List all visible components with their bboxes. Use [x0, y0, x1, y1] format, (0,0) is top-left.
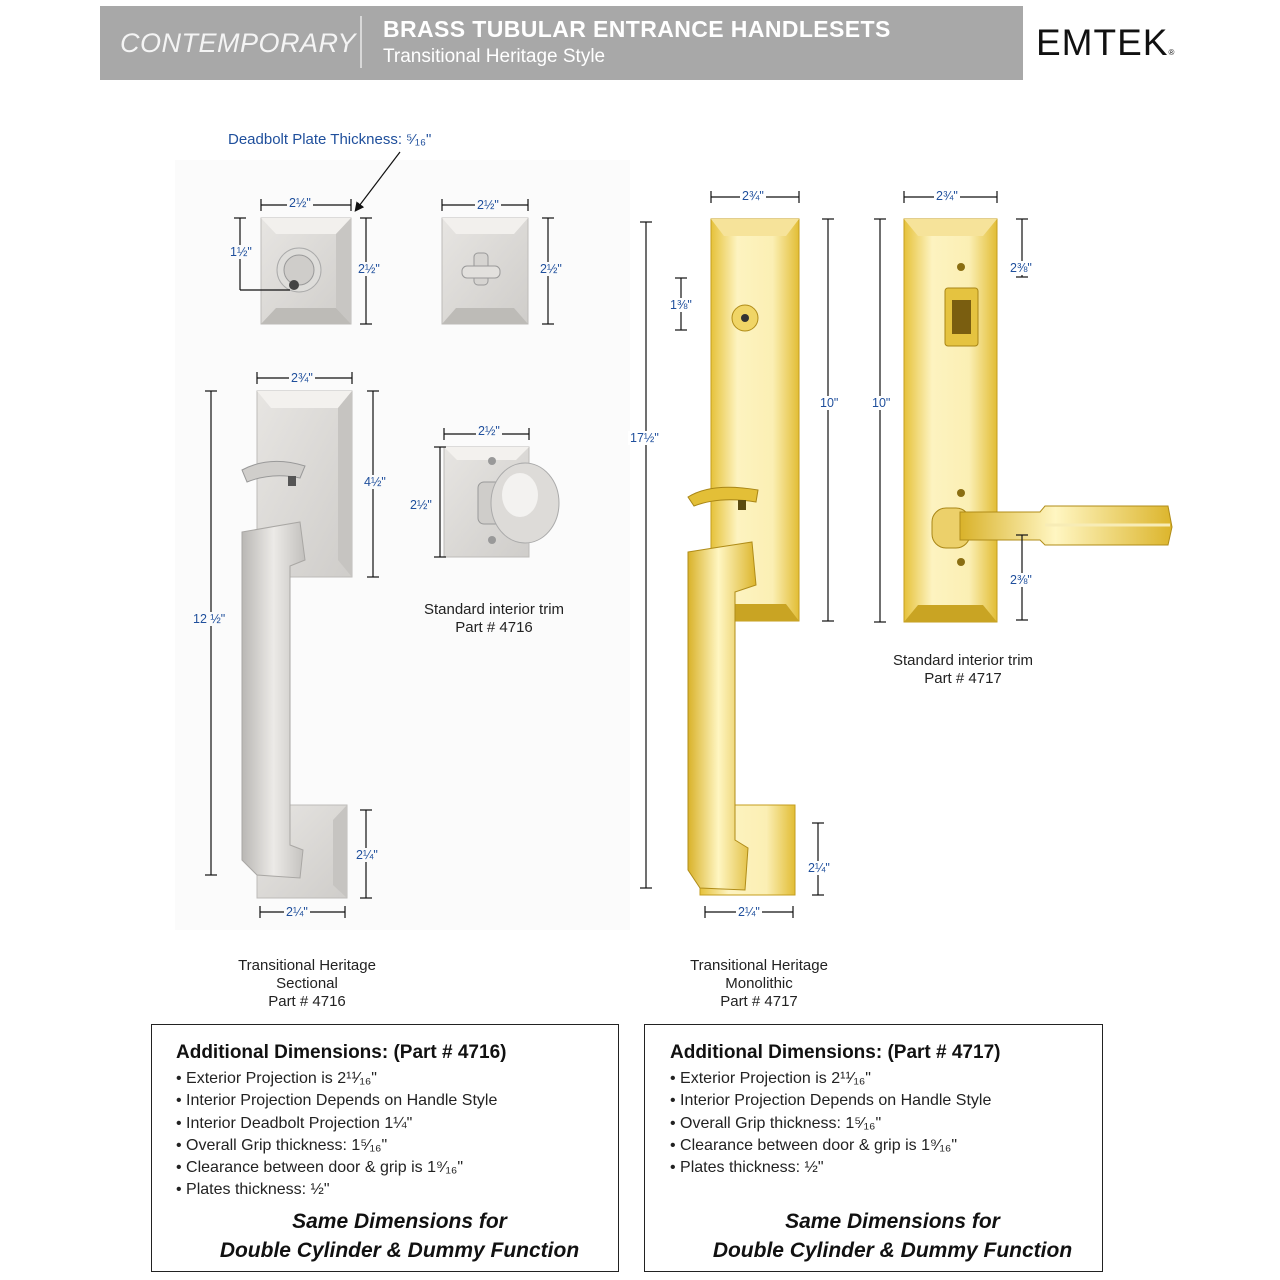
list-item: • Overall Grip thickness: 1⁵⁄₁₆": [670, 1113, 991, 1135]
box-footer: [645, 1207, 1140, 1265]
footer-line: Double Cylinder & Dummy Function: [219, 1239, 580, 1262]
list-item: • Plates thickness: ½": [176, 1179, 497, 1201]
handle-top-width: 2¾": [291, 371, 313, 385]
deadbolt-exterior-plate: [261, 218, 351, 324]
footer-line: Same Dimensions for: [785, 1210, 1000, 1233]
caption-line: Sectional: [276, 975, 338, 992]
dimensions-list: [670, 1068, 991, 1179]
box-title: Additional Dimensions: (Part # 4716): [176, 1042, 507, 1063]
deadbolt-int-height: 2½": [540, 262, 562, 276]
mono-width: 2¾": [742, 189, 764, 203]
caption-line: Part # 4717: [924, 670, 1002, 687]
knob-trim-caption: [394, 601, 594, 637]
caption-line: Monolithic: [725, 975, 793, 992]
page-subtitle: Transitional Heritage Style: [383, 46, 606, 67]
handle-top-height: 4½": [364, 475, 386, 489]
lever-trim-width: 2¾": [936, 189, 958, 203]
handle-overall-height: 12 ½": [193, 612, 226, 626]
category-label: CONTEMPORARY: [120, 28, 357, 58]
handle-bottom-width: 2¼": [286, 905, 308, 919]
list-item: • Clearance between door & grip is 1⁹⁄₁₆": [176, 1157, 497, 1179]
deadbolt-cyl-offset: 1½": [230, 245, 252, 259]
footer-line: Double Cylinder & Dummy Function: [712, 1239, 1073, 1262]
mono-bottom-width: 2¼": [738, 905, 760, 919]
dimensions-list: [176, 1068, 497, 1202]
list-item: • Interior Deadbolt Projection 1¼": [176, 1113, 497, 1135]
caption-line: Standard interior trim: [423, 601, 565, 618]
list-item: • Interior Projection Depends on Handle Style: [670, 1090, 991, 1112]
monolithic-caption: [659, 957, 859, 1011]
footer-line: Same Dimensions for: [292, 1210, 507, 1233]
box-footer: [152, 1207, 647, 1265]
lever-trim-lower-offset: 2⅜": [1010, 573, 1032, 587]
list-item: • Exterior Projection is 2¹¹⁄₁₆": [176, 1068, 497, 1090]
lever-trim-top-offset: 2⅜": [1010, 261, 1032, 275]
deadbolt-interior-plate: [442, 218, 528, 324]
caption-line: Transitional Heritage: [238, 957, 376, 974]
mono-cyl-offset: 1⅜": [670, 298, 692, 312]
deadbolt-ext-width: 2½": [289, 196, 311, 210]
caption-line: Part # 4717: [720, 993, 798, 1010]
box-title: Additional Dimensions: (Part # 4717): [670, 1042, 1001, 1063]
knob-trim-width: 2½": [478, 424, 500, 438]
caption-line: Part # 4716: [268, 993, 346, 1010]
list-item: • Overall Grip thickness: 1⁵⁄₁₆": [176, 1135, 497, 1157]
caption-line: Part # 4716: [455, 619, 533, 636]
list-item: • Plates thickness: ½": [670, 1157, 991, 1179]
list-item: • Interior Projection Depends on Handle Style: [176, 1090, 497, 1112]
deadbolt-ext-height: 2½": [358, 262, 380, 276]
deadbolt-int-width: 2½": [477, 198, 499, 212]
lever-trim: [904, 219, 1172, 622]
list-item: • Exterior Projection is 2¹¹⁄₁₆": [670, 1068, 991, 1090]
brand-name: EMTEK: [1036, 22, 1169, 63]
handle-bottom-height: 2¼": [356, 848, 378, 862]
sectional-caption: [207, 957, 407, 1011]
mono-plate-height: 10": [820, 396, 839, 410]
deadbolt-thickness-note: Deadbolt Plate Thickness: ⁵⁄₁₆": [228, 131, 432, 148]
mono-overall-height: 17½": [630, 431, 659, 445]
page-title: BRASS TUBULAR ENTRANCE HANDLESETS: [383, 16, 891, 42]
lever-trim-height: 10": [872, 396, 891, 410]
monolithic-handle: [688, 219, 799, 895]
dimensions-box-4717: [644, 1024, 1103, 1272]
caption-line: Transitional Heritage: [690, 957, 828, 974]
dimensions-box-4716: [151, 1024, 619, 1272]
brand-registered-mark: ®: [1168, 48, 1176, 57]
lever-trim-caption: [863, 652, 1063, 688]
mono-bottom-height: 2¼": [808, 861, 830, 875]
caption-line: Standard interior trim: [892, 652, 1034, 669]
list-item: • Clearance between door & grip is 1⁹⁄₁₆": [670, 1135, 991, 1157]
knob-trim-height: 2½": [410, 498, 432, 512]
